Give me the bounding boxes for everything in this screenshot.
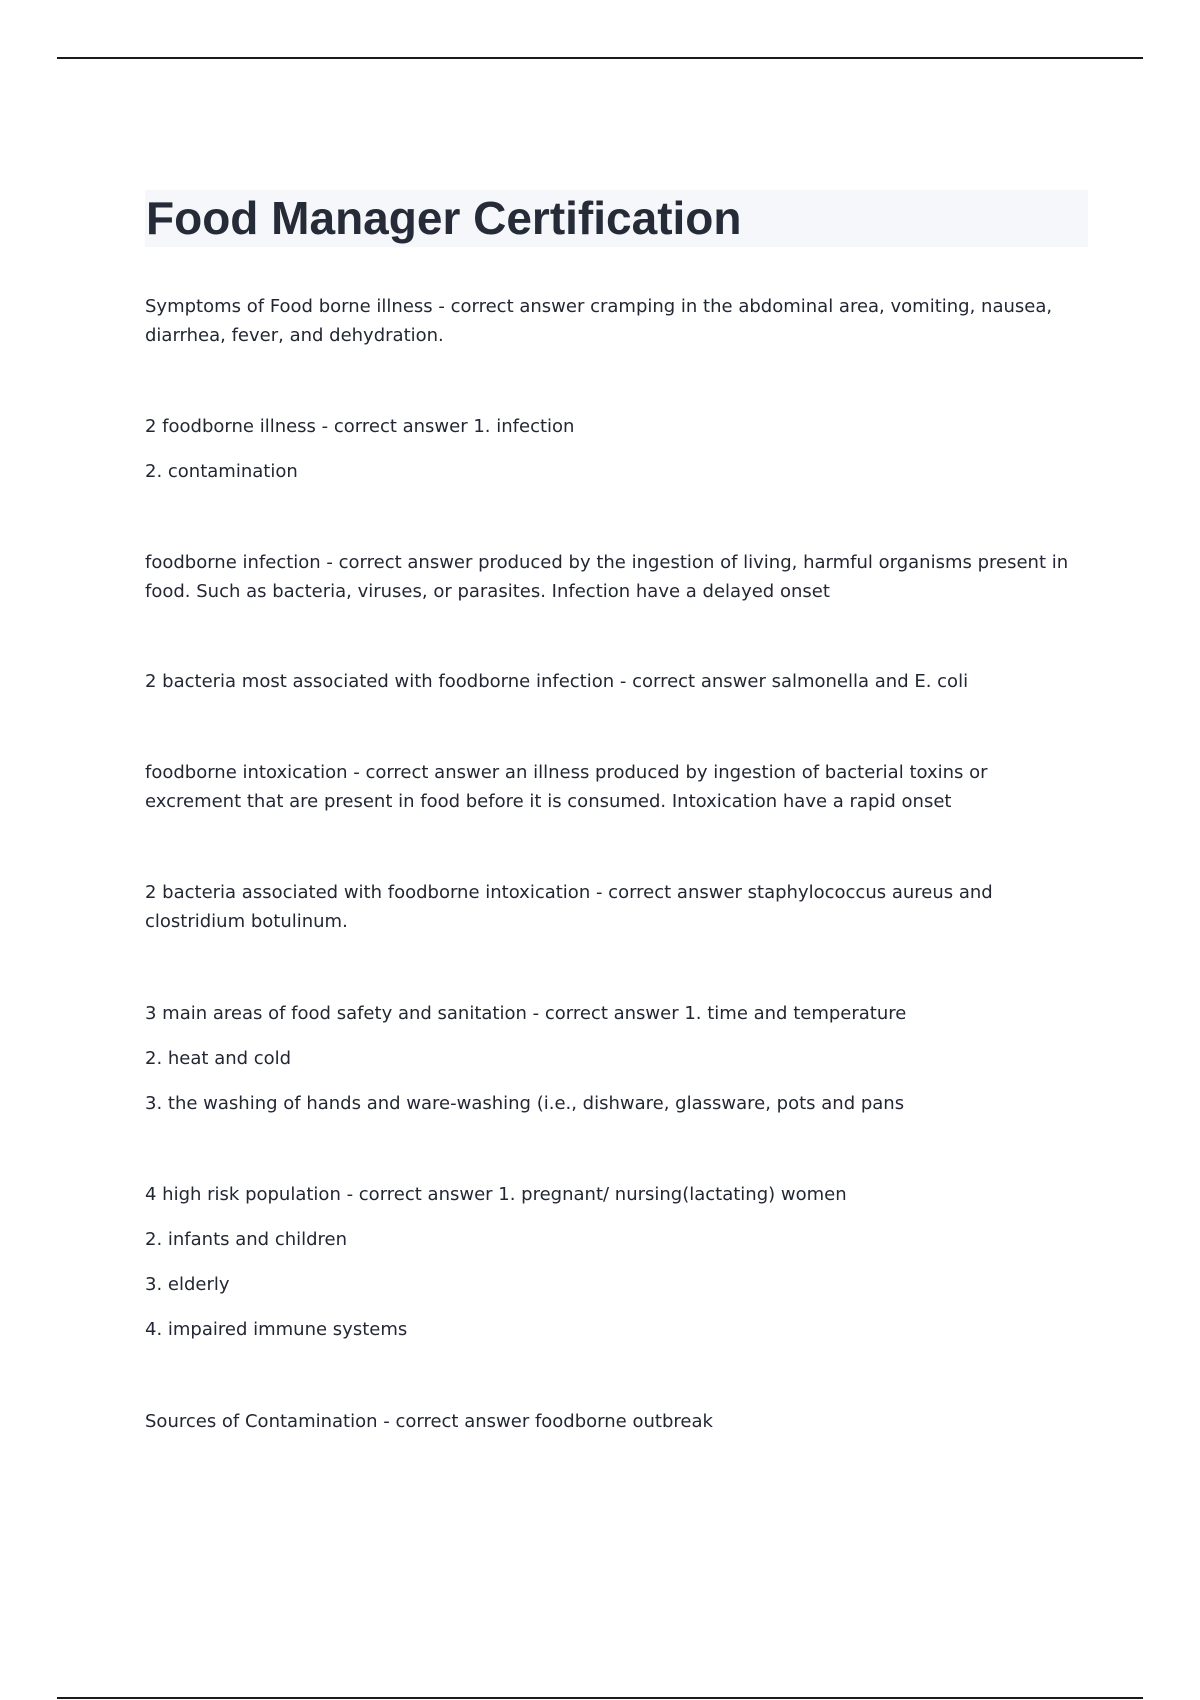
qa-text-line: foodborne infection - correct answer produced by the ingestion of living, harmful organisms present in (145, 552, 1069, 573)
qa-text-line: food. Such as bacteria, viruses, or parasites. Infection have a delayed onset (145, 581, 830, 602)
qa-text-line: 4 high risk population - correct answer 1. pregnant/ nursing(lactating) women (145, 1184, 847, 1205)
qa-text-line: excrement that are present in food before it is consumed. Intoxication have a rapid onset (145, 791, 952, 812)
qa-item-high-risk-population (145, 1180, 1085, 1344)
qa-item-contamination-sources (145, 1407, 1085, 1436)
qa-item-foodborne-illness (145, 412, 1085, 486)
qa-text-line: 2 bacteria most associated with foodborne infection - correct answer salmonella and E. coli (145, 671, 969, 692)
qa-text-line: diarrhea, fever, and dehydration. (145, 325, 444, 346)
qa-continuation-line: 3. the washing of hands and ware-washing (i.e., dishware, glassware, pots and pans (145, 1093, 905, 1114)
qa-continuation-line: 2. infants and children (145, 1229, 348, 1250)
qa-text-line: 2 foodborne illness - correct answer 1. infection (145, 416, 575, 437)
page-title: Food Manager Certification (146, 192, 742, 244)
qa-item-foodborne-intoxication (145, 758, 1085, 816)
header-rule (57, 57, 1143, 59)
qa-text-line: 2 bacteria associated with foodborne intoxication - correct answer staphylococcus aureus and (145, 882, 993, 903)
qa-text-line: Sources of Contamination - correct answer foodborne outbreak (145, 1411, 713, 1432)
qa-item-symptoms (145, 292, 1085, 350)
qa-item-safety-areas (145, 999, 1085, 1118)
qa-continuation-line: 2. contamination (145, 461, 298, 482)
qa-item-foodborne-infection (145, 548, 1085, 606)
qa-continuation-line: 3. elderly (145, 1274, 230, 1295)
qa-item-infection-bacteria (145, 667, 1085, 696)
qa-text-line: 3 main areas of food safety and sanitation - correct answer 1. time and temperature (145, 1003, 907, 1024)
qa-continuation-line: 4. impaired immune systems (145, 1319, 408, 1340)
qa-continuation-line: 2. heat and cold (145, 1048, 292, 1069)
qa-text-line: Symptoms of Food borne illness - correct answer cramping in the abdominal area, vomiting, nausea, (145, 296, 1053, 317)
qa-text-line: clostridium botulinum. (145, 911, 348, 932)
qa-item-intoxication-bacteria (145, 878, 1085, 936)
footer-rule (57, 1697, 1143, 1699)
qa-text-line: foodborne intoxication - correct answer an illness produced by ingestion of bacterial toxins or (145, 762, 988, 783)
